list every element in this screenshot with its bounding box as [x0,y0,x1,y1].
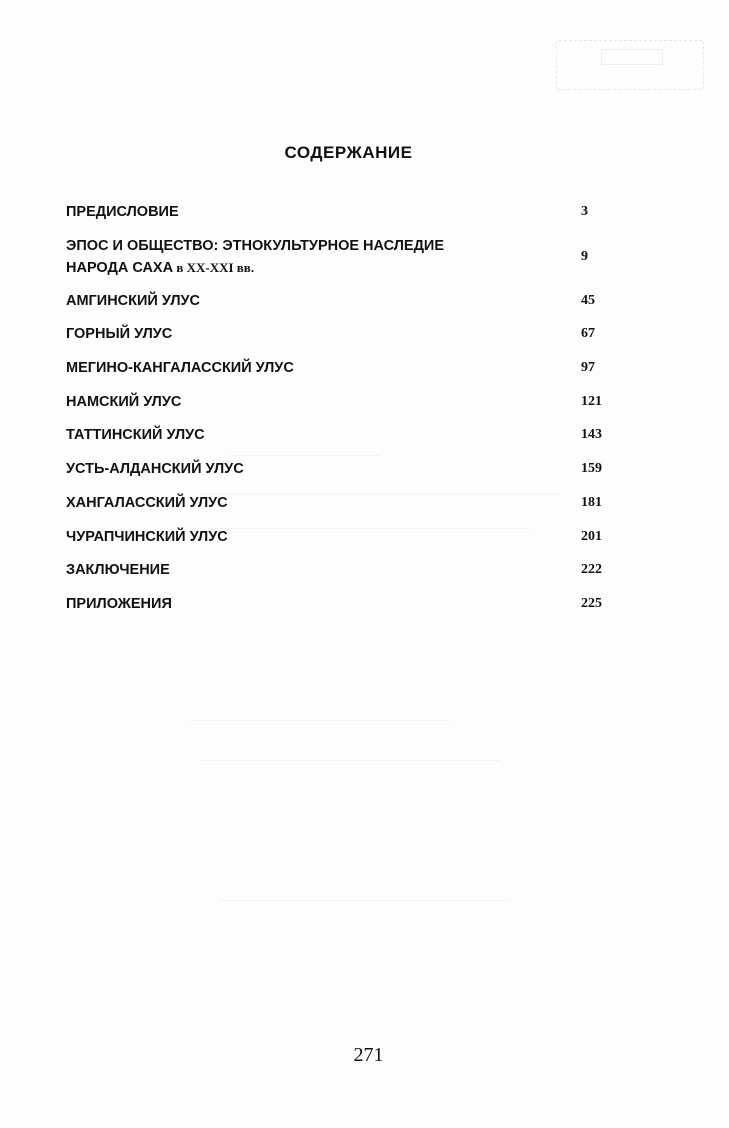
library-stamp-box [601,49,663,65]
toc-entry-title: АМГИНСКИЙ УЛУС [66,292,200,309]
toc-entry-title: ТАТТИНСКИЙ УЛУС [66,427,205,444]
toc-entry-page: 45 [581,292,595,308]
toc-entry-page: 201 [581,528,602,544]
toc-entry-title-line2-suffix: в XX-XXI вв. [173,259,255,275]
toc-entry-title [66,235,566,279]
toc-entry-page: 225 [581,595,602,611]
table-of-contents [66,201,626,627]
toc-entry-title: ПРИЛОЖЕНИЯ [66,595,172,612]
toc-entry-title-line2: НАРОДА САХА [66,259,174,276]
toc-entry-title: ЧУРАПЧИНСКИЙ УЛУС [66,528,228,545]
toc-entry-title: ЗАКЛЮЧЕНИЕ [66,562,170,579]
toc-entry-title: МЕГИНО-КАНГАЛАССКИЙ УЛУС [66,360,294,377]
toc-entry-title-line1: ЭПОС И ОБЩЕСТВО: ЭТНОКУЛЬТУРНОЕ НАСЛЕДИЕ [66,237,445,254]
toc-entry-page: 143 [581,427,602,443]
show-through-line [220,900,510,901]
toc-entry [66,323,626,345]
toc-entry [66,559,626,581]
toc-entry [66,290,626,312]
toc-entry-page: 9 [581,248,588,264]
library-stamp [556,40,704,90]
show-through-line [190,720,450,721]
toc-entry [66,235,626,279]
toc-entry-page: 97 [581,360,595,376]
toc-entry-title: ПРЕДИСЛОВИЕ [66,204,179,220]
toc-entry-page: 181 [581,494,602,510]
toc-entry-page: 3 [581,204,588,219]
toc-entry-page: 67 [581,326,595,342]
toc-entry [66,593,626,615]
toc-entry [66,492,626,514]
toc-entry-page: 121 [581,393,602,409]
toc-entry-title: УСТЬ-АЛДАНСКИЙ УЛУС [66,461,244,478]
toc-entry [66,458,626,480]
toc-entry [66,424,626,446]
page-number: 271 [353,1044,384,1066]
toc-entry [66,526,626,548]
toc-entry [66,357,626,379]
toc-entry-title: ХАНГАЛАССКИЙ УЛУС [66,494,228,511]
toc-entry [66,391,626,413]
show-through-line [200,760,500,761]
table-of-contents-heading: СОДЕРЖАНИЕ [284,143,413,162]
toc-entry-title: ГОРНЫЙ УЛУС [66,326,173,343]
toc-entry-title: НАМСКИЙ УЛУС [66,393,182,410]
toc-entry-page: 159 [581,461,602,477]
toc-entry-page: 222 [581,562,602,578]
toc-entry [66,201,626,223]
